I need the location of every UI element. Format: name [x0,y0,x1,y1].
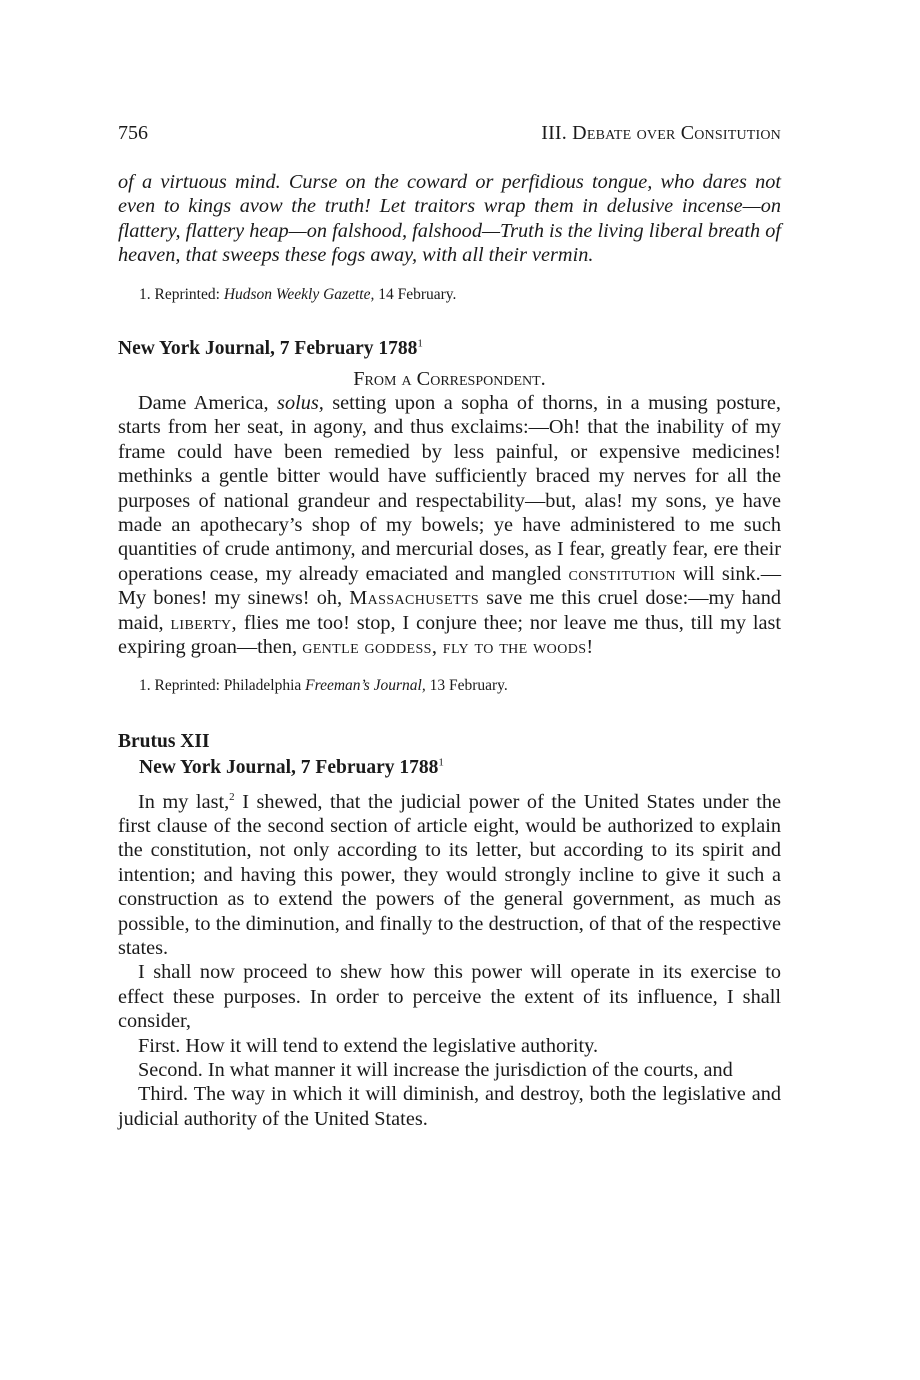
page-number: 756 [118,122,148,144]
opening-footnote: 1. Reprinted: Hudson Weekly Gazette, 14 February. [139,285,457,303]
brutus-paragraph-5: Third. The way in which it will diminish, and destroy, both the legislative and judicial authority of the United States. [118,1083,781,1130]
from-correspondent-line: From a Correspondent. [353,367,546,390]
section1-heading: New York Journal, 7 February 1788$^1$ [118,337,423,359]
running-title: III. Debate over Consitution [541,122,781,144]
brutus-paragraph-4: Second. In what manner it will increase the jurisdiction of the courts, and [138,1058,733,1081]
section2-subheading: New York Journal, 7 February 1788$^1$ [139,756,444,778]
section1-paragraph: Dame America, solus, setting upon a sopha of thorns, in a musing posture, starts from her seat, in agony, and thus exclaims:—Oh! that the inability of my frame could have been remedied by less painful, or expensive medicines! methinks a gentle bitter would have sufficiently braced my nerves for all the purposes of national grandeur and respectability—but, alas! my sons, ye have made an apothecary’s shop of my bowels; ye have administered to me such quantities of crude antimony, and mercurial doses, as I fear, greatly fear, ere their operations cease, my already emaciated and mangled constitution will sink.—My bones! my sinews! oh, Massachusetts save me this cruel dose:—my hand maid, liberty, flies me too! stop, I conjure thee; nor leave me thus, till my last expiring groan—then, gentle goddess, fly to the woods! [118,392,781,659]
document-page [118,122,781,1131]
brutus-paragraph-1: In my last,$^2$ I shewed, that the judicial power of the United States under the first clause of the second section of article eight, would be authorized to explain the constitution, not only according to its letter, but according to its spirit and intention; and having this power, they would strongly incline to give it such a construction as to extend the powers of the general government, as much as possible, to the diminution, and finally to the destruction, of that of the respective states. [118,790,781,959]
section1-footnote: 1. Reprinted: Philadelphia Freeman’s Journal, 13 February. [139,676,508,694]
page-header [118,122,781,150]
brutus-paragraph-2: I shall now proceed to shew how this power will operate in its exercise to effect these purposes. In order to perceive the extent of its influence, I shall consider, [118,961,781,1033]
section2-body [118,790,781,1132]
opening-text: of a virtuous mind. Curse on the coward or perfidious tongue, who dares not even to kings avow the truth! Let traitors wrap them in delusive incense—on flattery, flattery heap—on falshood, falshood—Truth is the living liberal breath of heaven, that sweeps these fogs away, with all their vermin. [118,171,781,267]
brutus-paragraph-3: First. How it will tend to extend the legislative authority. [138,1034,599,1057]
section2-heading: Brutus XII [118,730,210,752]
